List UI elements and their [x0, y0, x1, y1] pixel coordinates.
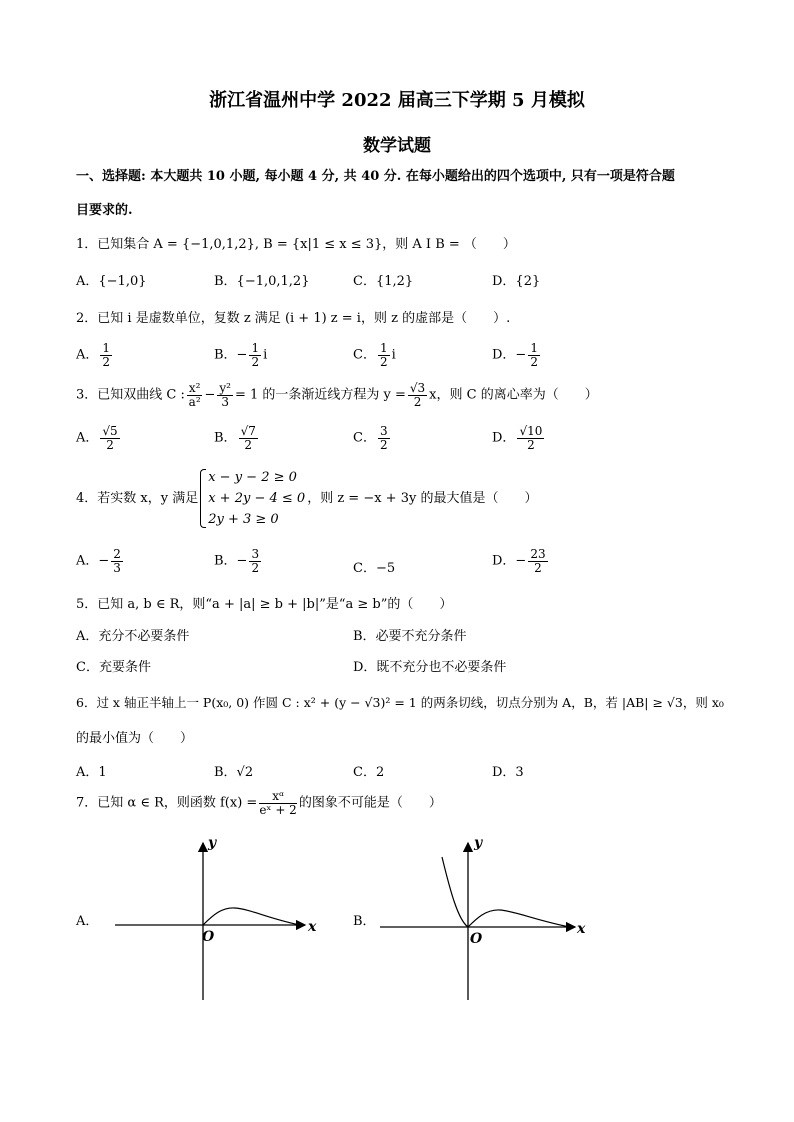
q3-post: x，则 C 的离心率为（ ） — [429, 387, 598, 403]
q3-f3-num: √3 — [409, 381, 426, 395]
q3-a-fraction — [100, 425, 119, 451]
q4-constraint-3: 2y + 3 ≥ 0 — [208, 512, 279, 527]
q2-a-den: 2 — [102, 354, 111, 369]
origin-label: O — [470, 931, 483, 947]
q4-pre: 4．若实数 x，y 满足 — [76, 491, 199, 506]
q2-b-den: 2 — [251, 354, 260, 369]
q1-option-d[interactable]: D．{2} — [492, 274, 541, 289]
q2-stem: 2．已知 i 是虚数单位，复数 z 满足 (i + 1) z = i，则 z 的虚部是（ ）. — [76, 311, 511, 326]
q7-f-num: xᵅ — [259, 790, 297, 804]
y-axis-label: y — [474, 835, 483, 851]
function-curve — [442, 857, 570, 927]
q3-c-num: 3 — [379, 424, 388, 438]
q3-b-label: B． — [214, 430, 237, 446]
q3-frac2 — [217, 382, 233, 408]
q3-d-num: √10 — [519, 424, 543, 438]
page-title: 浙江省温州中学 2022 届高三下学期 5 月模拟 — [209, 90, 585, 111]
q4-constraint-1: x − y − 2 ≥ 0 — [208, 470, 297, 485]
q3-b-num: √7 — [240, 424, 256, 438]
origin-label: O — [202, 929, 215, 945]
q4-option-d[interactable] — [492, 548, 550, 574]
q3-a-label: A． — [76, 430, 99, 446]
q2-option-a[interactable] — [76, 342, 114, 368]
q5-option-b[interactable]: B．必要不充分条件 — [353, 629, 467, 644]
section-heading-line2: 目要求的. — [76, 203, 133, 218]
q6-option-c[interactable]: C．2 — [353, 765, 385, 780]
q2-c-fraction — [378, 342, 390, 368]
q6-stem-line1: 6．过 x 轴正半轴上一 P(x₀, 0) 作圆 C : x² + (y − √3)² = 1 的两条切线，切点分别为 A，B，若 |AB| ≥ √3，则 x₀ — [76, 695, 724, 710]
q4-post: ，则 z = −x + 3y 的最大值是（ ） — [307, 491, 538, 506]
q4-d-label: D．− — [492, 553, 527, 569]
q3-a-den: 2 — [106, 437, 114, 452]
q3-c-den: 2 — [379, 437, 388, 452]
q4-stem — [76, 467, 537, 530]
q5-option-c[interactable]: C．充要条件 — [76, 660, 151, 675]
q4-a-fraction — [111, 548, 123, 574]
q3-c-label: C． — [353, 430, 376, 446]
q7-fraction — [259, 790, 297, 816]
q3-d-den: 2 — [527, 437, 535, 452]
q2-option-c[interactable] — [353, 342, 396, 368]
q3-d-label: D． — [492, 430, 516, 446]
q4-d-den: 2 — [534, 560, 542, 575]
q4-constraint-2: x + 2y − 4 ≤ 0 — [208, 491, 306, 506]
q4-b-fraction — [249, 548, 261, 574]
q4-option-a[interactable] — [76, 548, 125, 574]
q2-option-d[interactable] — [492, 342, 542, 368]
q1-stem: 1．已知集合 A = {−1,0,1,2}, B = {x|1 ≤ x ≤ 3}，则 A I B = （ ） — [76, 237, 516, 252]
x-axis-label: x — [308, 919, 317, 935]
q2-c-suffix: i — [391, 347, 396, 363]
q7-option-a-label[interactable]: A． — [76, 914, 99, 929]
q2-b-fraction — [249, 342, 261, 368]
q2-a-num: 1 — [102, 341, 111, 355]
q3-option-a[interactable] — [76, 425, 122, 451]
q4-d-fraction — [528, 548, 547, 574]
function-curve — [203, 908, 300, 925]
q2-b-num: 1 — [251, 341, 260, 355]
q2-c-label: C． — [353, 347, 376, 363]
q4-constraint-system — [200, 467, 305, 530]
q3-f3-den: 2 — [413, 394, 422, 409]
q3-option-d[interactable] — [492, 425, 546, 451]
q7-option-b-label[interactable]: B． — [353, 914, 376, 929]
q2-d-label: D．− — [492, 347, 527, 363]
q2-b-label: B．− — [214, 347, 248, 363]
q7-f-den: eˣ + 2 — [259, 802, 297, 817]
q7-stem — [76, 790, 442, 816]
q3-option-b[interactable] — [214, 425, 260, 451]
q4-option-b[interactable] — [214, 548, 263, 574]
q6-option-a[interactable]: A．1 — [76, 765, 107, 780]
q1-option-b[interactable]: B．{−1,0,1,2} — [214, 274, 310, 289]
section-heading-line1: 一、选择题: 本大题共 10 小题, 每小题 4 分, 共 40 分. 在每小题给出的四个选项中, 只有一项是符合题 — [76, 169, 675, 184]
q2-a-fraction — [100, 342, 112, 368]
q6-option-d[interactable]: D．3 — [492, 765, 524, 780]
q3-b-fraction — [239, 425, 258, 451]
x-axis-label: x — [577, 921, 586, 937]
q7-pre: 7．已知 α ∈ R，则函数 f(x) = — [76, 795, 258, 811]
y-axis-label: y — [208, 835, 217, 851]
q4-a-label: A．− — [76, 553, 110, 569]
q5-stem: 5．已知 a, b ∈ R，则“a + |a| ≥ b + |b|”是“a ≥ b”的（ ） — [76, 597, 453, 612]
q4-a-den: 3 — [113, 560, 121, 575]
q2-c-num: 1 — [379, 341, 388, 355]
q1-option-a[interactable]: A．{−1,0} — [76, 274, 147, 289]
q3-pre: 3．已知双曲线 C : — [76, 387, 185, 403]
q3-f2-num: y² — [219, 381, 231, 395]
q6-stem-line2: 的最小值为（ ） — [76, 731, 194, 746]
q4-a-num: 2 — [113, 547, 121, 561]
q4-d-num: 23 — [530, 547, 546, 561]
q4-b-den: 2 — [251, 560, 260, 575]
q3-c-fraction — [378, 425, 390, 451]
q3-a-num: √5 — [102, 424, 118, 438]
q5-option-d[interactable]: D．既不充分也不必要条件 — [353, 660, 507, 675]
q2-option-b[interactable] — [214, 342, 267, 368]
page-subtitle: 数学试题 — [363, 136, 431, 156]
q3-f1-den: a² — [188, 394, 201, 409]
q2-d-fraction — [528, 342, 540, 368]
q3-f1-num: x² — [188, 381, 201, 395]
q1-option-c[interactable]: C．{1,2} — [353, 274, 414, 289]
q4-option-c[interactable]: C．−5 — [353, 561, 396, 576]
q3-b-den: 2 — [244, 437, 253, 452]
q6-option-b[interactable]: B．√2 — [214, 765, 254, 780]
q3-mid: = 1 的一条渐近线方程为 y = — [234, 387, 406, 403]
q3-minus: − — [204, 387, 216, 403]
q2-a-label: A． — [76, 347, 99, 363]
q7-post: 的图象不可能是（ ） — [298, 795, 442, 811]
q4-b-label: B．− — [214, 553, 248, 569]
q3-frac1 — [187, 382, 203, 408]
q3-frac3 — [408, 382, 427, 408]
q2-b-suffix: i — [263, 347, 268, 363]
q2-d-num: 1 — [530, 341, 538, 355]
q3-d-fraction — [517, 425, 544, 451]
q3-option-c[interactable] — [353, 425, 392, 451]
q3-f2-den: 3 — [221, 394, 229, 409]
q2-c-den: 2 — [379, 354, 388, 369]
q7-graph-b[interactable] — [380, 835, 590, 1005]
q2-d-den: 2 — [530, 354, 538, 369]
q7-graph-a[interactable] — [110, 835, 320, 1005]
q5-option-a[interactable]: A．充分不必要条件 — [76, 629, 190, 644]
q4-b-num: 3 — [251, 547, 260, 561]
q3-stem — [76, 382, 598, 408]
